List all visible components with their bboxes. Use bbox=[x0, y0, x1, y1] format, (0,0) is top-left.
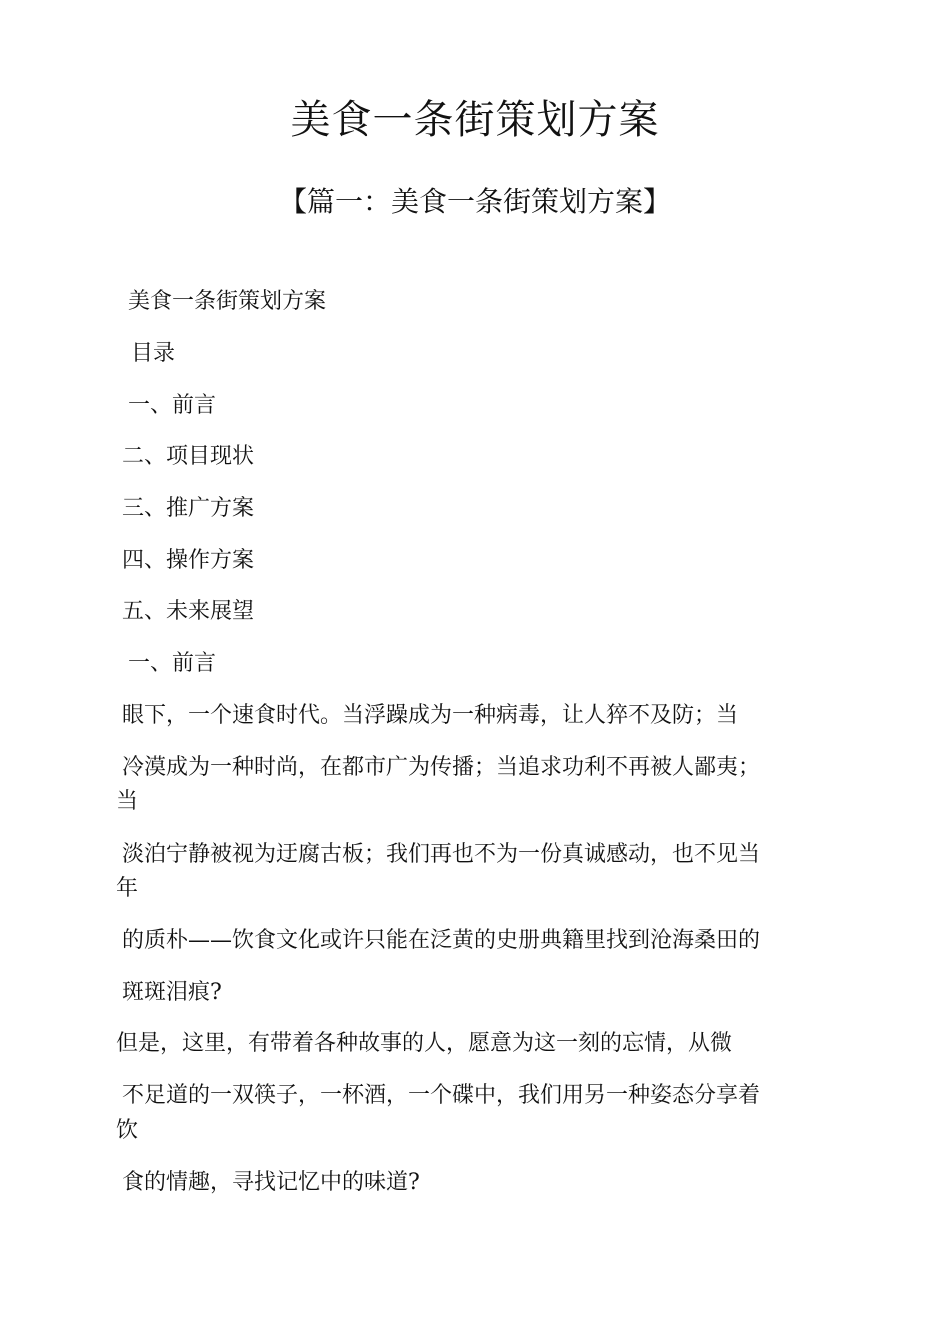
toc-heading-line: 美食一条街策划方案 bbox=[128, 289, 327, 314]
document-subtitle: 【篇一：美食一条街策划方案】 bbox=[278, 185, 671, 218]
paragraph-line-7-tail: 饮 bbox=[116, 1118, 139, 1143]
paragraph-line-8: 食的情趣，寻找记忆中的味道? bbox=[122, 1170, 420, 1195]
section-heading: 一、前言 bbox=[128, 651, 217, 676]
document-title: 美食一条街策划方案 bbox=[290, 97, 660, 143]
paragraph-line-4: 的质朴——饮食文化或许只能在泛黄的史册典籍里找到沧海桑田的 bbox=[122, 928, 761, 953]
paragraph-line-5: 斑斑泪痕? bbox=[122, 980, 222, 1005]
paragraph-line-2-tail: 当 bbox=[116, 789, 139, 814]
toc-label: 目录 bbox=[131, 341, 176, 366]
paragraph-line-1: 眼下，一个速食时代。当浮躁成为一种病毒，让人猝不及防；当 bbox=[122, 703, 739, 728]
paragraph-line-3-tail: 年 bbox=[116, 876, 139, 901]
toc-item-5: 五、未来展望 bbox=[122, 599, 255, 624]
paragraph-line-2: 冷漠成为一种时尚，在都市广为传播；当追求功利不再被人鄙夷； bbox=[122, 755, 761, 780]
paragraph-line-6: 但是，这里，有带着各种故事的人，愿意为这一刻的忘情，从微 bbox=[116, 1031, 733, 1056]
paragraph-line-3: 淡泊宁静被视为迂腐古板；我们再也不为一份真诚感动，也不见当 bbox=[122, 842, 761, 867]
toc-item-4: 四、操作方案 bbox=[122, 548, 255, 573]
toc-item-1: 一、前言 bbox=[128, 393, 217, 418]
toc-item-3: 三、推广方案 bbox=[122, 496, 255, 521]
toc-item-2: 二、项目现状 bbox=[122, 444, 255, 469]
paragraph-line-7: 不足道的一双筷子，一杯酒，一个碟中，我们用另一种姿态分享着 bbox=[122, 1083, 761, 1108]
